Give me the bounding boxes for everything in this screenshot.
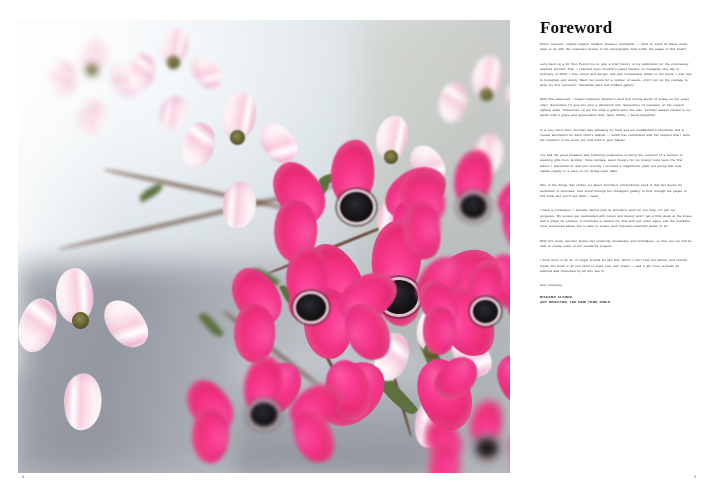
paragraph: With this book, Jennifer shares her creativity, knowledge and techniques, so that you too will be able to create some of her wonderful projects. bbox=[540, 238, 692, 248]
dogwood-blossom bbox=[58, 38, 128, 104]
dogwood-blossom bbox=[446, 56, 510, 134]
anemone-flower bbox=[246, 246, 376, 368]
page-number-left: 8 bbox=[22, 474, 25, 479]
paragraph: I have a confession. I actually cannot look at Jennifer's work for too long, it's just too gorgeous. My senses get overloaded with colour and beauty and I get a little weak at the knees and a whole lot envious. It continues to amaze me that with just some paper and the mundane tools mentioned above she is able to create such intensely beautiful works of art. bbox=[540, 208, 692, 229]
page-title: Foreword bbox=[540, 18, 613, 37]
paragraph: Let's back up a bit first. Permit me to give a brief history of my admiration for the enormously talented Jennifer Tran. I chanced upon Jennifer's paper flowers on Instagram one day in February of 2015. I love colour and design, and was immediately drawn to her posts. I was new to Instagram and simply 'liked' her posts for a number of weeks, until I got up the courage to write my first comment: 'Incredible work and brilliant gallery'. bbox=[540, 61, 692, 88]
anemone-flower bbox=[414, 150, 510, 260]
foreword-text-column bbox=[540, 42, 692, 305]
right-page bbox=[510, 0, 720, 493]
dogwood-blossom bbox=[26, 268, 138, 376]
closing-line: Very sincerely, bbox=[540, 283, 563, 288]
flower-photograph bbox=[18, 20, 510, 473]
anemone-flower bbox=[432, 260, 510, 360]
signature-title: ART DIRECTOR, THE NEW YORK TIMES bbox=[540, 300, 611, 304]
paragraph: I've had the great pleasure and humbling experience of being the recipient of a number of amazing gifts from Jennifer: three delicate Lapel flowers for my (many) suits were the first pieces I marvelled at; and just recently I received a magnificent giant red peony that now stands regally in a vase on my dining-room table. bbox=[540, 152, 683, 173]
paragraph: Pliers, scissors, scallop edgers, bamboo skewers, toothpicks — what on earth do these items have to do with the unspoken beauty of the photographs held within the pages of this book? bbox=[540, 42, 688, 52]
anemone-flower bbox=[438, 400, 510, 473]
signature-block bbox=[540, 283, 692, 305]
paragraph: I think there is an air of magic around art like this, which I can't help but admire and cherish. Inside this book is all you need to make your own magic — and it will most certainly be admired and cherished by all who see it! bbox=[540, 258, 689, 273]
page-number-right: 9 bbox=[693, 474, 696, 479]
anemone-flower bbox=[202, 356, 322, 468]
signature-name: RICHARD ALOISIO bbox=[540, 294, 573, 299]
paragraph: In a very short time, Jennifer was following my feed and we established a friendship and a mutual admiration for each other's talents — which has culminated with her request that I write the foreword to the book you now hold in your hands! bbox=[540, 127, 691, 143]
paragraph: With that statement, I began following Jennifer's feed and writing words of praise on her posts often. Sometimes I'd give her post a whimsical title. Sometimes I'd comment on her superb lighting skills. Sometimes I'd tell her what a gifted artist she was. Jennifer always replied to my words with a grace and appreciation that, quite frankly, I found delightful. bbox=[540, 97, 691, 118]
paragraph: One of the things that strikes me about Jennifer's extraordinary work is that her desire for perfection is unlimited. Just scroll through her Instagram gallery or flick through the pages of this book and you'll see what I mean. bbox=[540, 183, 687, 198]
dogwood-blossom bbox=[136, 28, 210, 98]
dogwood-blossom bbox=[190, 92, 286, 184]
